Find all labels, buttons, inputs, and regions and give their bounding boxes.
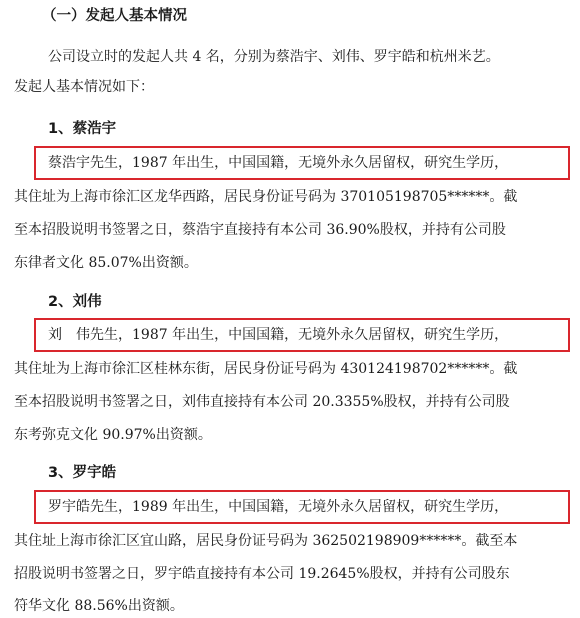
founder-3-heading: 3、罗宇皓	[48, 465, 117, 481]
founder-2-line-2: 其住址为上海市徐汇区桂林东街，居民身份证号码为 430124198702******。截	[14, 361, 518, 377]
founder-1-heading: 1、蔡浩宇	[48, 121, 117, 137]
founder-1-line-4: 东律者文化 85.07%出资额。	[14, 255, 198, 271]
section-title: （一）发起人基本情况	[42, 8, 187, 24]
founder-1-line-2: 其住址为上海市徐汇区龙华西路，居民身份证号码为 370105198705******。截	[14, 189, 518, 205]
intro-line-1: 公司设立时的发起人共 4 名，分别为蔡浩宇、刘伟、罗宇皓和杭州米艺。	[48, 49, 500, 65]
founder-3-line-1: 罗宇皓先生，1989 年出生，中国国籍，无境外永久居留权，研究生学历，	[48, 499, 509, 515]
founder-3-line-2: 其住址上海市徐汇区宜山路，居民身份证号码为 362502198909******。截至本	[14, 533, 518, 549]
founder-1-line-1: 蔡浩宇先生，1987 年出生，中国国籍，无境外永久居留权，研究生学历，	[48, 155, 509, 171]
founder-1-line-3: 至本招股说明书签署之日，蔡浩宇直接持有本公司 36.90%股权，并持有公司股	[14, 222, 506, 238]
intro-line-2: 发起人基本情况如下：	[14, 79, 154, 95]
founder-3-line-4: 符华文化 88.56%出资额。	[14, 598, 184, 614]
founder-2-heading: 2、刘伟	[48, 294, 102, 310]
founder-2-line-4: 东考弥克文化 90.97%出资额。	[14, 427, 212, 443]
founder-2-line-1: 刘 伟先生，1987 年出生，中国国籍，无境外永久居留权，研究生学历，	[48, 327, 509, 343]
founder-2-line-3: 至本招股说明书签署之日，刘伟直接持有本公司 20.3355%股权，并持有公司股	[14, 394, 510, 410]
founder-3-line-3: 招股说明书签署之日，罗宇皓直接持有本公司 19.2645%股权，并持有公司股东	[14, 566, 510, 582]
